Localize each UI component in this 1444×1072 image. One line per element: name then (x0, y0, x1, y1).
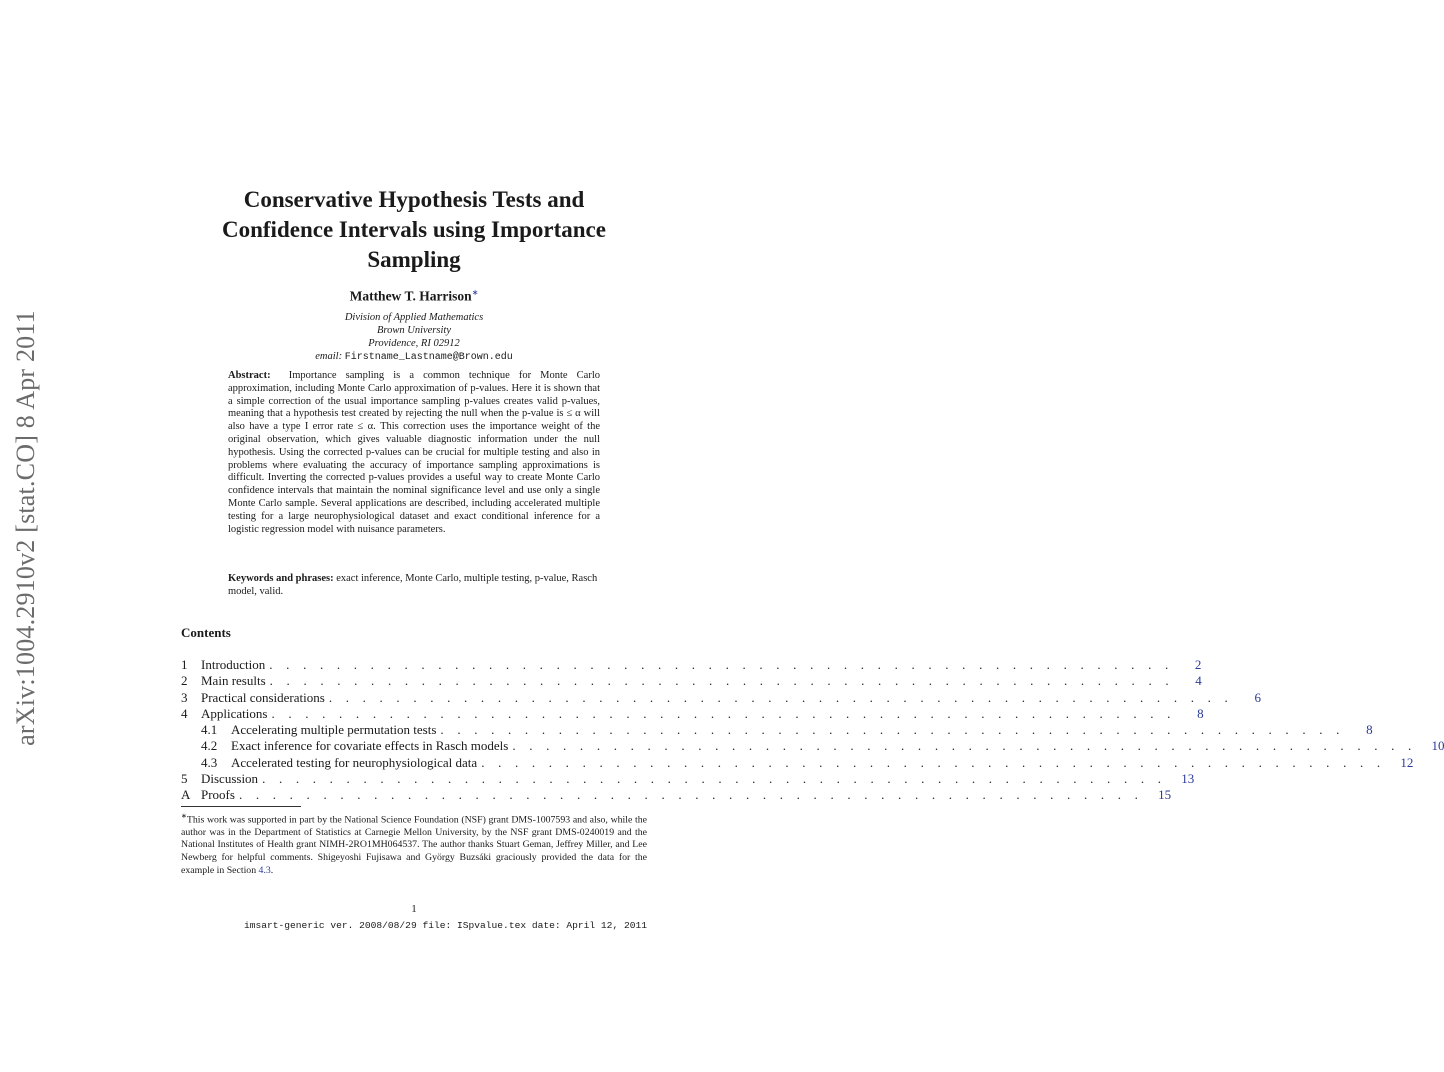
abstract (228, 370, 600, 536)
affiliation-division: Division of Applied Mathematics (344, 312, 484, 323)
page-number: 1 (411, 903, 417, 915)
toc-label[interactable]: Practical considerations (201, 689, 325, 705)
toc-page-link[interactable]: 15 (1158, 787, 1172, 803)
keywords (228, 573, 600, 599)
abstract-text: Importance sampling is a common technique for Monte Carlo approximation, including Monte Carlo approximation of p-values. Here it is shown that a simple correction of the usual importance sampling p-values creates valid p-values, meaning that a hypothesis test created by rejecting the null when the p-value is ≤ α will also have a type I error rate ≤ α. This correction uses the importance weight of the original observation, which gives valuable diagnostic information under the null hypothesis. Using the corrected p-values can be crucial for multiple testing and also in problems where evaluating the accuracy of importance sampling approximations is difficult. Inverting the corrected p-values provides a useful way to create Monte Carlo confidence intervals that maintain the nominal significance level and use only a single Monte Carlo sample. Several applications are described, including accelerated multiple testing for a large neurophysiological dataset and exact conditional inference for a logistic regression model with nuisance parameters. (228, 370, 600, 535)
keywords-text: exact inference, Monte Carlo, multiple testing, p-value, Rasch model, valid. (228, 573, 598, 597)
toc-number: A (181, 787, 191, 803)
table-of-contents (181, 657, 1444, 804)
toc-page-link[interactable]: 13 (1181, 771, 1195, 787)
toc-leader-dots: . . . . . . . . . . . . . . . . . . . . . . . . . . . . . . . . . . . . . . . . . . . . . . . . . . . . . . (440, 722, 1345, 738)
toc-leader-dots: . . . . . . . . . . . . . . . . . . . . . . . . . . . . . . . . . . . . . . . . . . . . . . . . . . . . . . (238, 787, 1144, 803)
toc-leader-dots: . . . . . . . . . . . . . . . . . . . . . . . . . . . . . . . . . . . . . . . . . . . . . . . . . . . . . . (271, 705, 1176, 721)
toc-number: 4.1 (201, 722, 218, 738)
affiliation-university: Brown University (377, 325, 451, 336)
toc-page-link[interactable]: 4 (1195, 673, 1202, 689)
toc-page-link[interactable]: 8 (1366, 722, 1373, 738)
paper-title (160, 185, 668, 275)
footnote-end: . (270, 864, 274, 876)
title-line: Conservative Hypothesis Tests and (243, 187, 585, 212)
footnote-rule (181, 806, 301, 807)
toc-number: 4 (181, 705, 188, 721)
arxiv-sidebar (4, 300, 48, 756)
author-name: Matthew T. Harrison (349, 288, 472, 304)
toc-page-link[interactable]: 8 (1197, 705, 1204, 721)
author (200, 288, 628, 305)
toc-entry[interactable] (181, 787, 1172, 803)
toc-leader-dots: . . . . . . . . . . . . . . . . . . . . . . . . . . . . . . . . . . . . . . . . . . . . . . . . . . . . . . (481, 754, 1386, 770)
footnote-mark: ∗ (181, 812, 187, 820)
toc-entry[interactable] (181, 705, 1204, 722)
toc-label[interactable]: Introduction (201, 657, 266, 672)
toc-label[interactable]: Applications (201, 705, 268, 721)
arxiv-stamp: arXiv:1004.2910v2 [stat.CO] 8 Apr 2011 (11, 310, 40, 746)
toc-leader-dots: . . . . . . . . . . . . . . . . . . . . . . . . . . . . . . . . . . . . . . . . . . . . . . . . . . . . . . (512, 738, 1417, 754)
footnote-text: This work was supported in part by the National Science Foundation (NSF) grant DMS-1007593 and also, while the author was in the Department of Statistics at Carnegie Mellon University, by the NSF grant DMS-0240019 and the National Institutes of Health grant NIMH-2RO1MH064537. The author thanks Stuart Geman, Jeffrey Miller, and Lee Newberg for helpful comments. Shigeyoshi Fujisawa and György Buzsáki graciously provided the data for the example in Section (181, 814, 647, 876)
toc-entry[interactable] (181, 689, 1261, 706)
keywords-label: Keywords and phrases: (228, 573, 334, 584)
email-label: email: (315, 351, 343, 362)
toc-label[interactable]: Main results (201, 673, 266, 689)
toc-label[interactable]: Discussion (201, 771, 259, 787)
toc-entry[interactable] (181, 673, 1202, 689)
affiliation-city: Providence, RI 02912 (368, 338, 460, 349)
toc-number: 2 (181, 673, 188, 689)
toc-entry[interactable] (181, 754, 1414, 771)
toc-number: 4.2 (201, 738, 218, 754)
toc-leader-dots: . . . . . . . . . . . . . . . . . . . . . . . . . . . . . . . . . . . . . . . . . . . . . . . . . . . . . . (269, 657, 1174, 672)
email-address: Firstname_Lastname@Brown.edu (344, 352, 513, 363)
toc-entry[interactable] (181, 657, 1202, 673)
author-footnote-mark[interactable]: ∗ (471, 288, 479, 297)
toc-entry[interactable] (181, 738, 1444, 754)
page-footer: imsart-generic ver. 2008/08/29 file: ISpvalue.tex date: April 12, 2011 (243, 920, 647, 931)
title-line: Confidence Intervals using Importance (222, 217, 606, 242)
toc-number: 5 (181, 771, 188, 787)
contents-heading: Contents (181, 625, 231, 640)
toc-page-link[interactable]: 10 (1431, 738, 1444, 754)
affiliation (200, 311, 628, 364)
toc-label[interactable]: Proofs (201, 787, 235, 803)
toc-entry[interactable] (181, 722, 1373, 738)
title-line: Sampling (367, 247, 461, 272)
toc-number: 4.3 (201, 754, 218, 770)
toc-label[interactable]: Accelerating multiple permutation tests (231, 722, 437, 738)
footnote (181, 810, 647, 877)
toc-number: 1 (181, 657, 188, 672)
toc-label[interactable]: Accelerated testing for neurophysiological data (231, 754, 478, 770)
toc-leader-dots: . . . . . . . . . . . . . . . . . . . . . . . . . . . . . . . . . . . . . . . . . . . . . . . . . . . . . . (269, 673, 1174, 689)
toc-label[interactable]: Exact inference for covariate effects in Rasch models (231, 738, 509, 754)
affiliation-email (200, 350, 628, 364)
section-link[interactable]: 4.3 (258, 864, 271, 876)
toc-leader-dots: . . . . . . . . . . . . . . . . . . . . . . . . . . . . . . . . . . . . . . . . . . . . . . . . . . . . . . (262, 771, 1167, 787)
toc-number: 3 (181, 689, 188, 705)
toc-page-link[interactable]: 2 (1194, 657, 1202, 672)
abstract-label: Abstract: (228, 370, 271, 381)
toc-leader-dots: . . . . . . . . . . . . . . . . . . . . . . . . . . . . . . . . . . . . . . . . . . . . . . . . . . . . . . (328, 689, 1233, 705)
toc-page-link[interactable]: 12 (1400, 754, 1414, 770)
toc-page-link[interactable]: 6 (1254, 689, 1261, 705)
toc-entry[interactable] (181, 771, 1195, 787)
